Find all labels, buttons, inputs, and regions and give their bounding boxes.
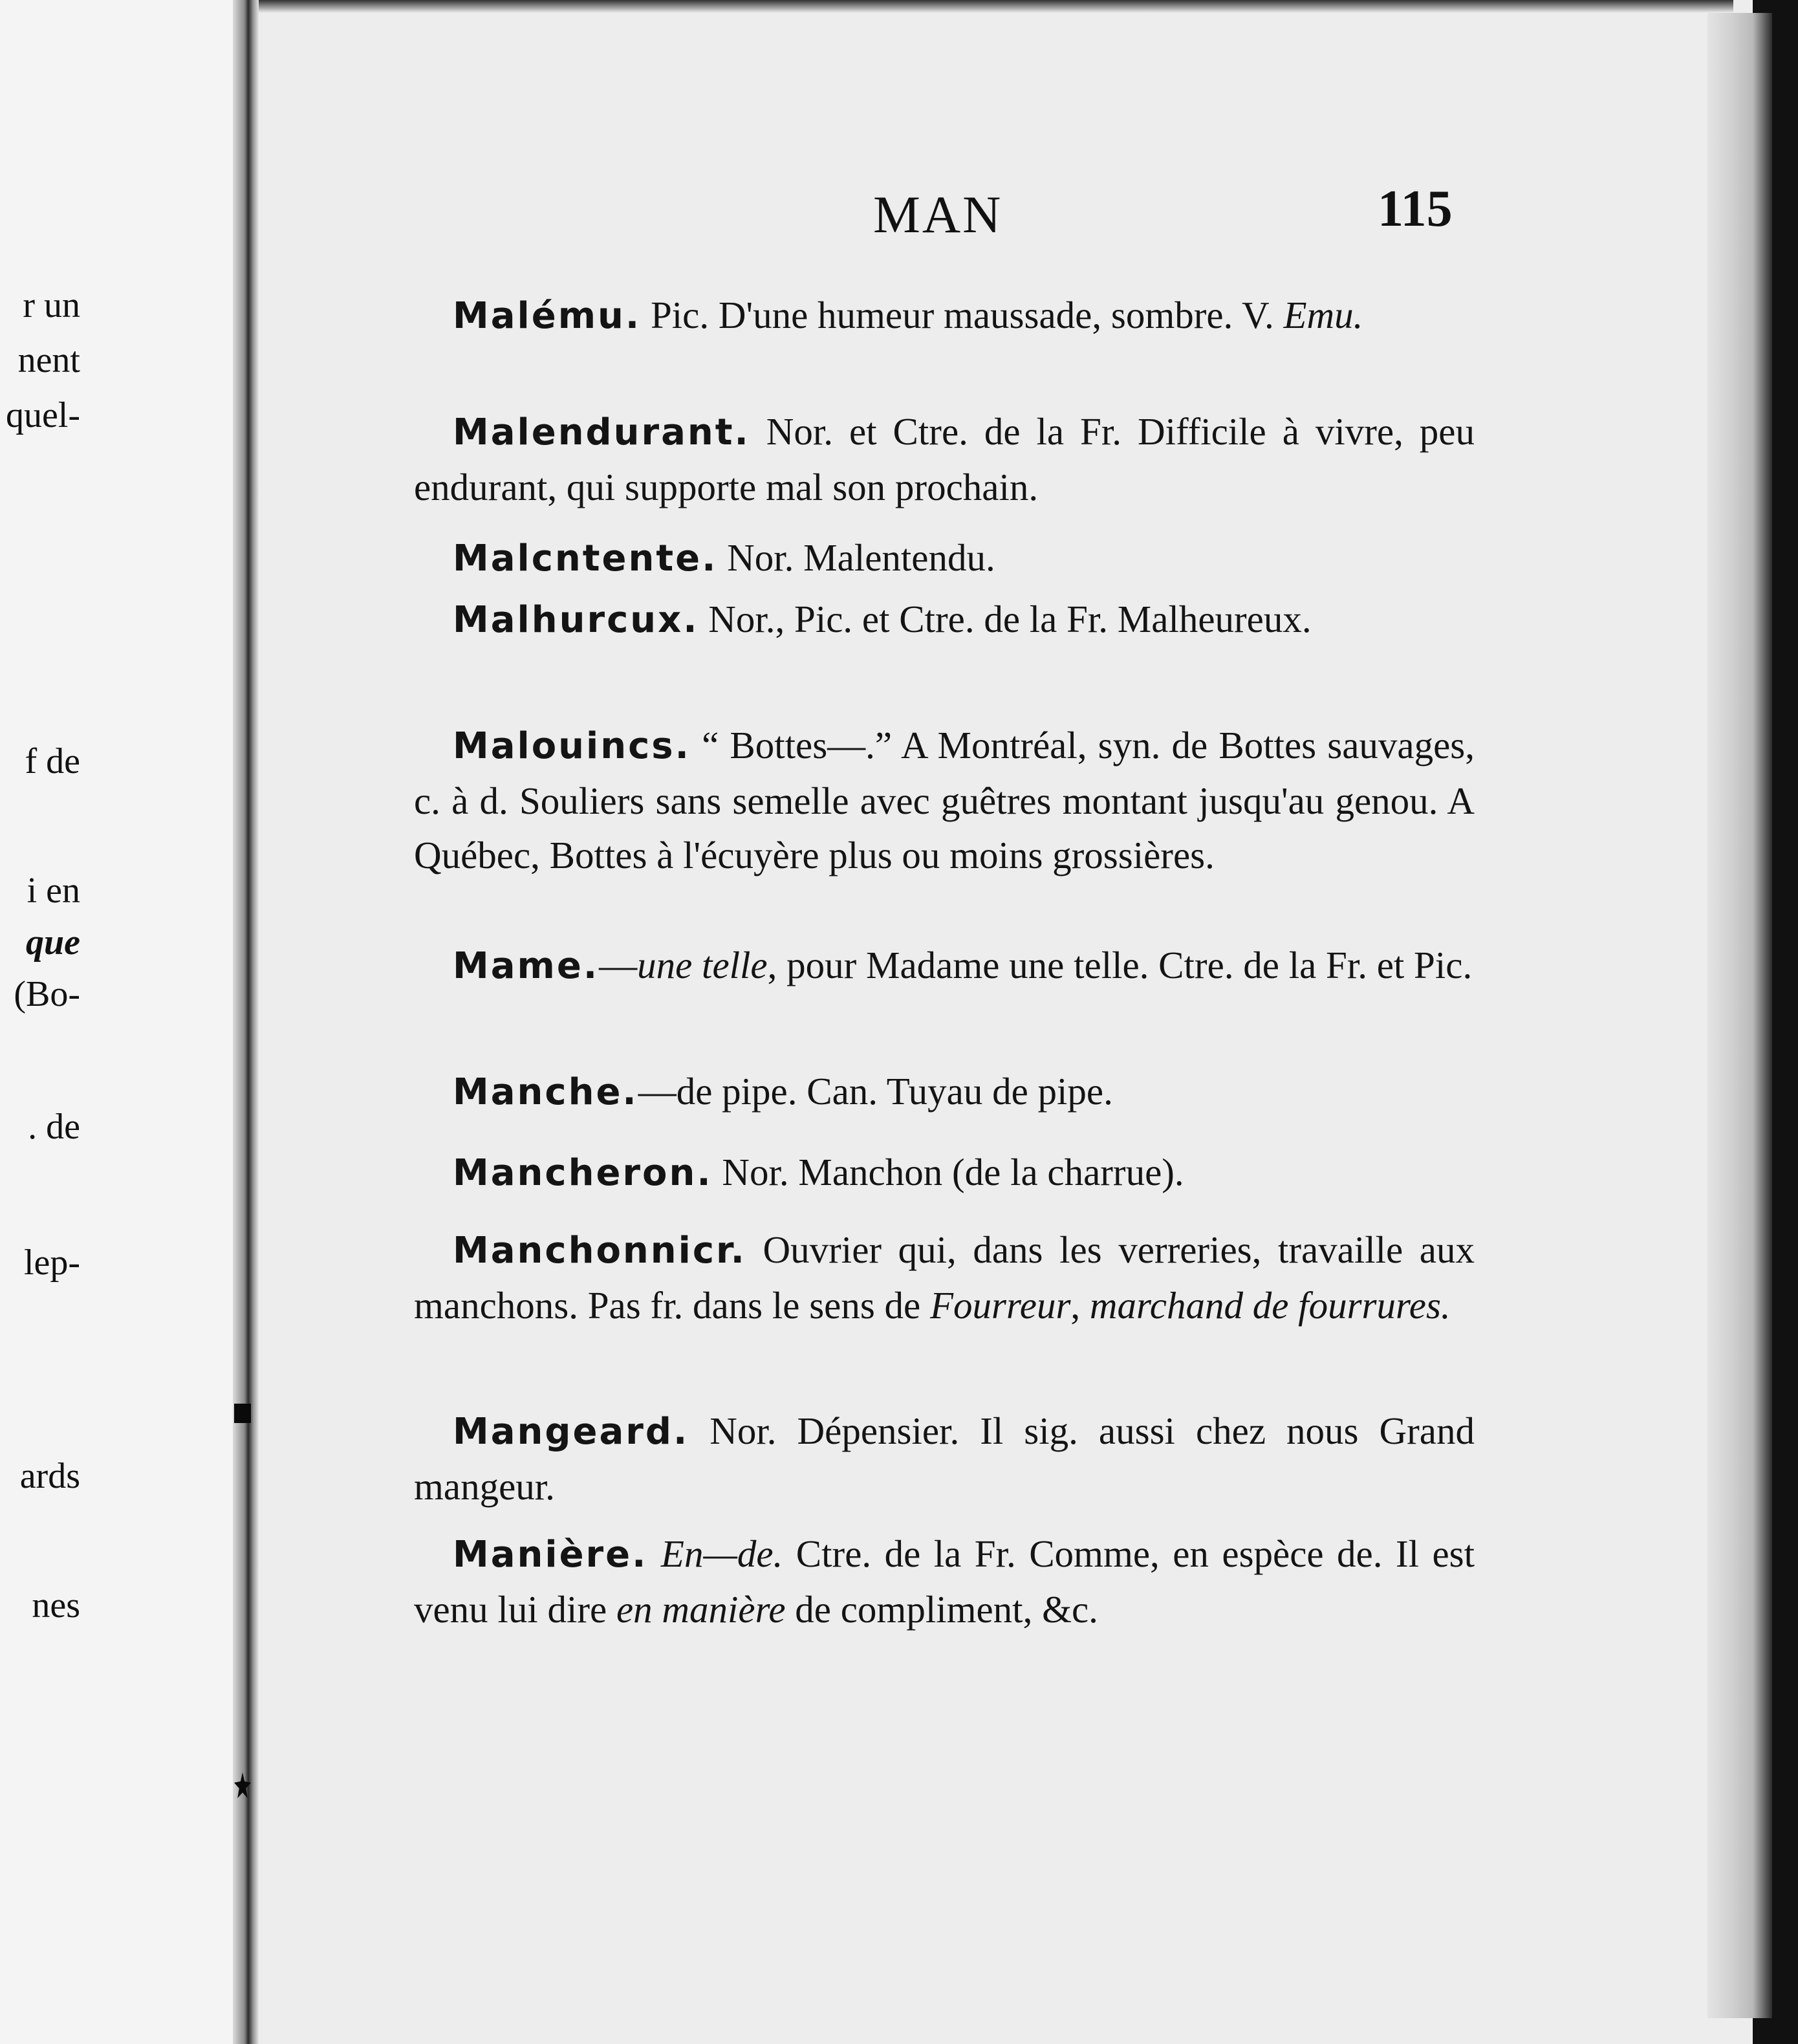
left-page-line: nes — [32, 1585, 80, 1625]
left-page-line: r un — [23, 285, 80, 325]
page-number: 115 — [1378, 180, 1453, 237]
entry-italic-text: en manière — [616, 1588, 786, 1631]
dictionary-entry — [414, 1404, 1475, 1514]
entry-headword: Malcntente. — [453, 538, 718, 580]
entry-headword: Manière. — [453, 1534, 648, 1576]
left-page-line: ards — [19, 1456, 80, 1496]
book-gutter — [233, 0, 259, 2044]
entry-headword: Manchonnicr. — [453, 1230, 746, 1272]
entry-headword: Mame. — [453, 945, 600, 987]
dictionary-entry — [414, 1145, 1475, 1201]
dictionary-entry — [414, 718, 1475, 882]
left-page-line: . de — [28, 1107, 80, 1147]
entry-italic-text: une telle — [637, 944, 768, 986]
dictionary-entry — [414, 530, 1475, 586]
entry-italic-text: En—de. — [660, 1532, 783, 1575]
dictionary-entry — [414, 592, 1475, 647]
entry-headword: Mangeard. — [453, 1411, 689, 1453]
left-page-line: (Bo- — [14, 974, 80, 1014]
entry-definition-text: Pic. D'une humeur maussade, sombre. V. — [641, 294, 1284, 336]
left-page-line: lep- — [23, 1243, 80, 1283]
entry-definition-text: Ctre. de la Fr. Comme, en espèce de. Il est venu lui dire — [414, 1532, 1475, 1631]
entry-headword: Malhurcux. — [453, 599, 699, 641]
left-page-line: nent — [17, 340, 80, 380]
top-shadow — [246, 0, 1733, 13]
left-page-line: que — [26, 922, 80, 962]
entry-definition-text: Nor., Pic. et Ctre. de la Fr. Malheureux. — [699, 598, 1312, 640]
entry-definition-text: Ouvrier qui, dans les verreries, travaille aux manchons. Pas fr. dans le sens de — [414, 1228, 1475, 1327]
entry-definition-text: “ Bottes—.” A Montréal, syn. de Bottes sauvages, c. à d. Souliers sans semelle avec guêtres montant jusqu'au genou. A Québec, Bottes à l'écuyère plus ou moins grossières. — [414, 724, 1475, 876]
entry-italic-text: marchand de fourrures. — [1089, 1284, 1451, 1327]
entry-headword: Malouincs. — [453, 725, 691, 767]
entry-definition-text: , pour Madame une telle. Ctre. de la Fr. et Pic. — [767, 944, 1473, 986]
entry-definition-text: Nor. Manchon (de la charrue). — [712, 1151, 1184, 1193]
entry-definition-text: , — [1070, 1284, 1090, 1327]
left-page-fragment — [0, 0, 246, 2044]
entry-definition-text — [647, 1532, 660, 1575]
entry-definition-text: — — [599, 944, 638, 986]
entry-definition-text: Nor. Malentendu. — [717, 536, 995, 579]
entry-headword: Mancheron. — [453, 1152, 713, 1194]
entry-headword: Malému. — [453, 295, 642, 337]
entry-definition-text: de compliment, &c. — [785, 1588, 1098, 1631]
dictionary-entry — [414, 1064, 1475, 1120]
dictionary-entry — [414, 288, 1475, 343]
left-page-line: f de — [25, 741, 80, 781]
entry-definition-text: —de pipe. Can. Tuyau de pipe. — [638, 1070, 1113, 1113]
entry-headword: Manche. — [453, 1071, 638, 1113]
binding-stitch-mark — [234, 1404, 251, 1423]
left-page-line: quel- — [5, 395, 80, 435]
dictionary-entry — [414, 1527, 1475, 1636]
running-head: MAN — [873, 185, 1003, 244]
entry-italic-text: Fourreur — [930, 1284, 1071, 1327]
dictionary-entry — [414, 404, 1475, 514]
left-page-line: i en — [27, 871, 80, 911]
dictionary-entry — [414, 1223, 1475, 1332]
entry-italic-text: Emu. — [1283, 294, 1363, 336]
dictionary-entry — [414, 938, 1475, 994]
page-edge — [1707, 13, 1772, 2018]
entry-definition-text: Nor. et Ctre. de la Fr. Difficile à vivre, peu endurant, qui supporte mal son prochain. — [414, 410, 1475, 508]
entry-definition-text: Nor. Dépensier. Il sig. aussi chez nous Grand mangeur. — [414, 1409, 1475, 1508]
entry-headword: Malendurant. — [453, 411, 750, 453]
